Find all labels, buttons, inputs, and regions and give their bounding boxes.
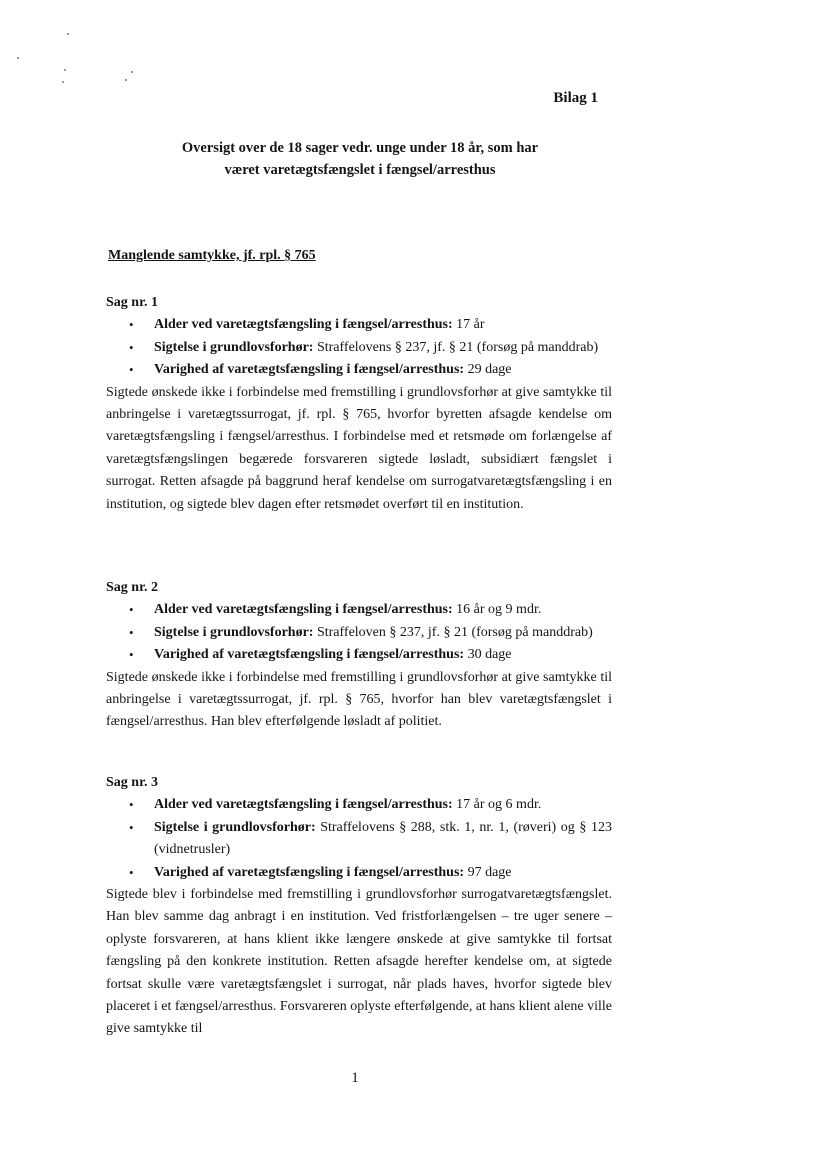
case-description: Sigtede ønskede ikke i forbindelse med fremstilling i grundlovsforhør at give samtykke til anbringelse i varetægtssurrogat, jf. rpl. § 765, hvorfor byretten afsagde kendelse om varetægtsfængsling i fængsel/arresthus. I forbindelse med et retsmøde om forlængelse af varetægtsfængslingen begærede forsvareren sigtede løsladt, subsidiært fængslet i surrogat. Retten afsagde på baggrund heraf kendelse om surrogatvaretægtsfængsling i en institution, og sigtede blev dagen efter retsmødet overført til en institution. [106, 384, 612, 512]
title-line-2: været varetægtsfængslet i fængsel/arresthus [224, 162, 496, 178]
detail-value: Straffeloven § 237, jf. § 21 (forsøg på manddrab) [313, 624, 593, 640]
detail-value: 17 år [452, 317, 485, 333]
detail-label: Alder ved varetægtsfængsling i fængsel/arresthus: [154, 317, 453, 333]
list-item [106, 337, 612, 359]
list-item [106, 794, 612, 816]
list-item [106, 622, 612, 644]
list-item [106, 599, 612, 621]
detail-value: 97 dage [464, 864, 512, 880]
detail-label: Alder ved varetægtsfængsling i fængsel/arresthus: [154, 797, 453, 813]
detail-label: Sigtelse i grundlovsforhør: [154, 819, 316, 835]
detail-label: Varighed af varetægtsfængsling i fængsel/arresthus: [154, 864, 465, 880]
detail-label: Alder ved varetægtsfængsling i fængsel/arresthus: [154, 602, 453, 618]
detail-value: Straffelovens § 237, jf. § 21 (forsøg på manddrab) [313, 339, 599, 355]
section-heading: Manglende samtykke, jf. rpl. § 765 [108, 248, 316, 263]
case-details-list [106, 314, 612, 381]
case-description: Sigtede ønskede ikke i forbindelse med fremstilling i grundlovsforhør at give samtykke til anbringelse i varetægtssurrogat, jf. rpl. § 765, hvorfor han blev varetægtsfængslet i fængsel/arresthus. Han blev efterfølgende løsladt af politiet. [106, 669, 612, 730]
bullet-icon: • [129, 602, 134, 618]
scan-speck [62, 81, 64, 83]
bullet-icon: • [129, 797, 134, 813]
case-block [106, 577, 612, 734]
list-item [106, 644, 612, 666]
title-line-1: Oversigt over de 18 sager vedr. unge under 18 år, som har [181, 140, 539, 156]
detail-label: Varighed af varetægtsfængsling i fængsel/arresthus: [154, 362, 465, 378]
detail-label: Sigtelse i grundlovsforhør: [154, 624, 314, 640]
list-item [106, 359, 612, 381]
detail-value: 16 år og 9 mdr. [452, 602, 542, 618]
bullet-icon: • [129, 647, 134, 663]
bullet-icon: • [129, 317, 134, 333]
document-title [110, 137, 610, 181]
detail-value: 17 år og 6 mdr. [452, 797, 542, 813]
scan-speck [125, 79, 127, 81]
bullet-icon: • [129, 362, 134, 378]
case-details-list [106, 599, 612, 666]
list-item [106, 314, 612, 336]
scan-speck [17, 57, 19, 59]
list-item [106, 817, 612, 862]
detail-value: 30 dage [464, 647, 512, 663]
case-description: Sigtede blev i forbindelse med fremstilling i grundlovsforhør surrogatvaretægtsfængslet. Han blev samme dag anbragt i en institution. Ved fristforlængelsen – tre uger senere – oplyste forsvareren, at hans klient ikke længere ønskede at give samtykke til fortsat fængsling på den konkrete institution. Retten afsagde herefter kendelse om, at sigtede fortsat skulle være varetægtsfængslet i surrogat, når plads haves, hvorfor sigtede blev placeret i et fængsel/arresthus. Forsvareren oplyste efterfølgende, at hans klient alene ville give samtykke til [106, 887, 612, 1037]
page-number: 1 [351, 1070, 359, 1086]
list-item [106, 862, 612, 884]
scan-speck [67, 33, 69, 35]
detail-label: Sigtelse i grundlovsforhør: [154, 339, 314, 355]
detail-value: Straffelovens § 288, stk. 1, nr. 1, (røveri) og § 123 (vidnetrusler) [154, 819, 612, 858]
annex-label: Bilag 1 [553, 90, 598, 106]
case-title: Sag nr. 3 [106, 775, 159, 790]
scan-speck [64, 69, 66, 71]
case-block [106, 772, 612, 1041]
detail-label: Varighed af varetægtsfængsling i fængsel/arresthus: [154, 647, 465, 663]
case-title: Sag nr. 2 [106, 580, 159, 595]
bullet-icon: • [129, 864, 134, 880]
detail-value: 29 dage [464, 362, 512, 378]
bullet-icon: • [129, 819, 134, 835]
scan-speck [131, 71, 133, 73]
case-title: Sag nr. 1 [106, 295, 159, 310]
bullet-icon: • [129, 339, 134, 355]
case-details-list [106, 794, 612, 884]
case-block [106, 292, 612, 516]
bullet-icon: • [129, 624, 134, 640]
